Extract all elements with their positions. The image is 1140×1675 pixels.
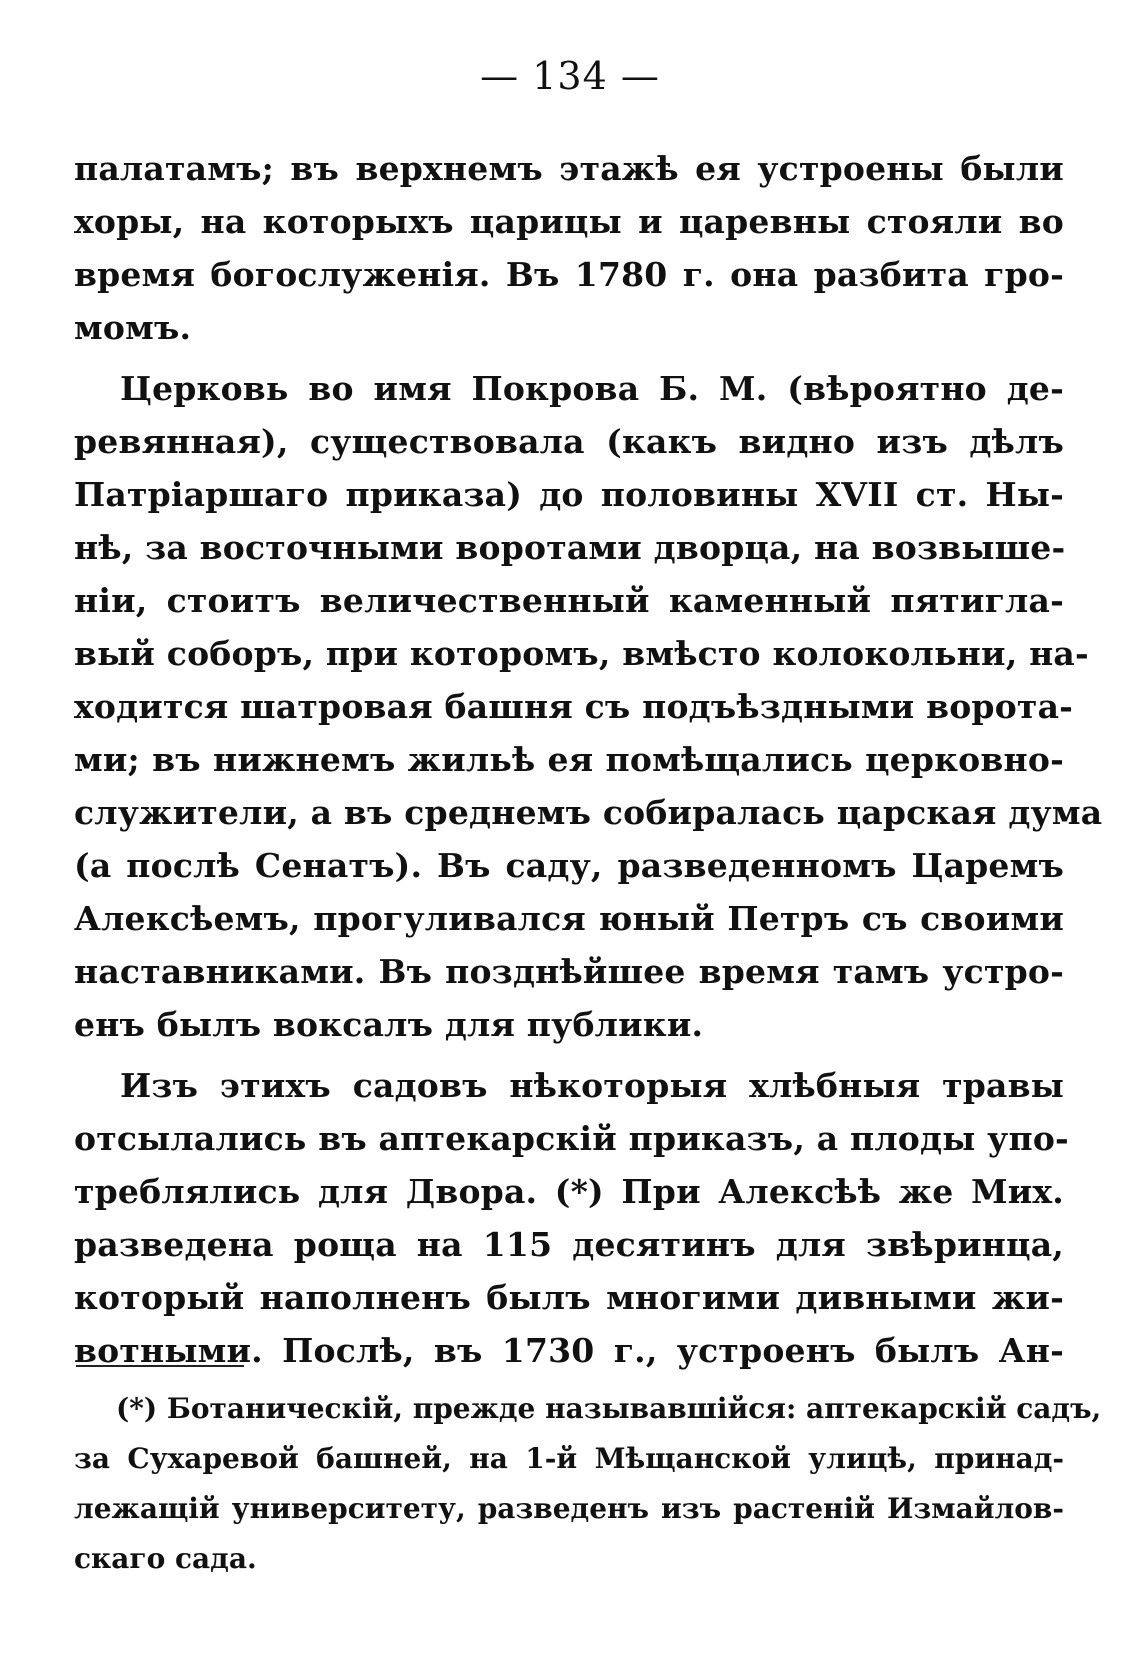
text-line: треблялись для Двора. (*) При Алексѣѣ же Мих.: [74, 1172, 1064, 1211]
text-line: ходится шатровая башня съ подъѣздными ворота-: [74, 687, 1074, 726]
page-number: — 134 —: [480, 54, 660, 98]
text-line: Изъ этихъ садовъ нѣкоторыя хлѣбныя травы: [120, 1066, 1064, 1105]
footnote-line: скаго сада.: [74, 1542, 257, 1575]
footnote-line: (*) Ботаническій, прежде называвшійся: аптекарскій садъ,: [116, 1392, 1102, 1425]
text-line: отсылались въ аптекарскій приказъ, а плоды упо-: [74, 1119, 1069, 1158]
text-line: Церковь во имя Покрова Б. М. (вѣроятно де-: [120, 369, 1064, 408]
paragraph-1: [74, 142, 1064, 354]
text-line: момъ.: [74, 308, 192, 347]
footnote-line: лежащій университету, разведенъ изъ растеній Измайлов-: [74, 1492, 1064, 1525]
footnote-line: за Сухаревой башней, на 1-й Мѣщанской улицѣ, принад-: [74, 1442, 1064, 1475]
text-line: наставниками. Въ позднѣйшее время тамъ устро-: [74, 952, 1064, 991]
text-line: который наполненъ былъ многими дивными жи-: [74, 1278, 1064, 1317]
body-text: [74, 142, 1103, 1385]
text-line: вый соборъ, при которомъ, вмѣсто колокольни, на-: [74, 634, 1089, 673]
text-line: Патріаршаго приказа) до половины XVII ст. Ны-: [74, 475, 1064, 514]
text-line: ми; въ нижнемъ жильѣ ея помѣщались церковно-: [74, 740, 1064, 779]
footnote-divider: [76, 1365, 244, 1367]
text-line: (а послѣ Сенатъ). Въ саду, разведенномъ Царемъ: [74, 846, 1064, 885]
text-line: время богослуженія. Въ 1780 г. она разбита гро-: [74, 255, 1064, 294]
text-line: ніи, стоитъ величественный каменный пятигла-: [74, 581, 1064, 620]
text-line: Алексѣемъ, прогуливался юный Петръ съ своими: [74, 899, 1064, 938]
text-line: ревянная), существовала (какъ видно изъ дѣлъ: [74, 422, 1064, 461]
text-line: разведена роща на 115 десятинъ для звѣринца,: [74, 1225, 1064, 1264]
text-line: енъ былъ воксалъ для публики.: [74, 1005, 704, 1044]
text-line: палатамъ; въ верхнемъ этажѣ ея устроены были: [74, 149, 1064, 188]
footnote: [74, 1384, 1102, 1584]
text-line: вотными. Послѣ, въ 1730 г., устроенъ былъ Ан-: [74, 1331, 1064, 1370]
text-line: служители, а въ среднемъ собиралась царская дума: [74, 793, 1103, 832]
text-line: нѣ, за восточными воротами дворца, на возвыше-: [74, 528, 1066, 567]
paragraph-2: [74, 362, 1103, 1051]
paragraph-3: [74, 1059, 1069, 1377]
text-line: хоры, на которыхъ царицы и царевны стояли во: [74, 202, 1064, 241]
